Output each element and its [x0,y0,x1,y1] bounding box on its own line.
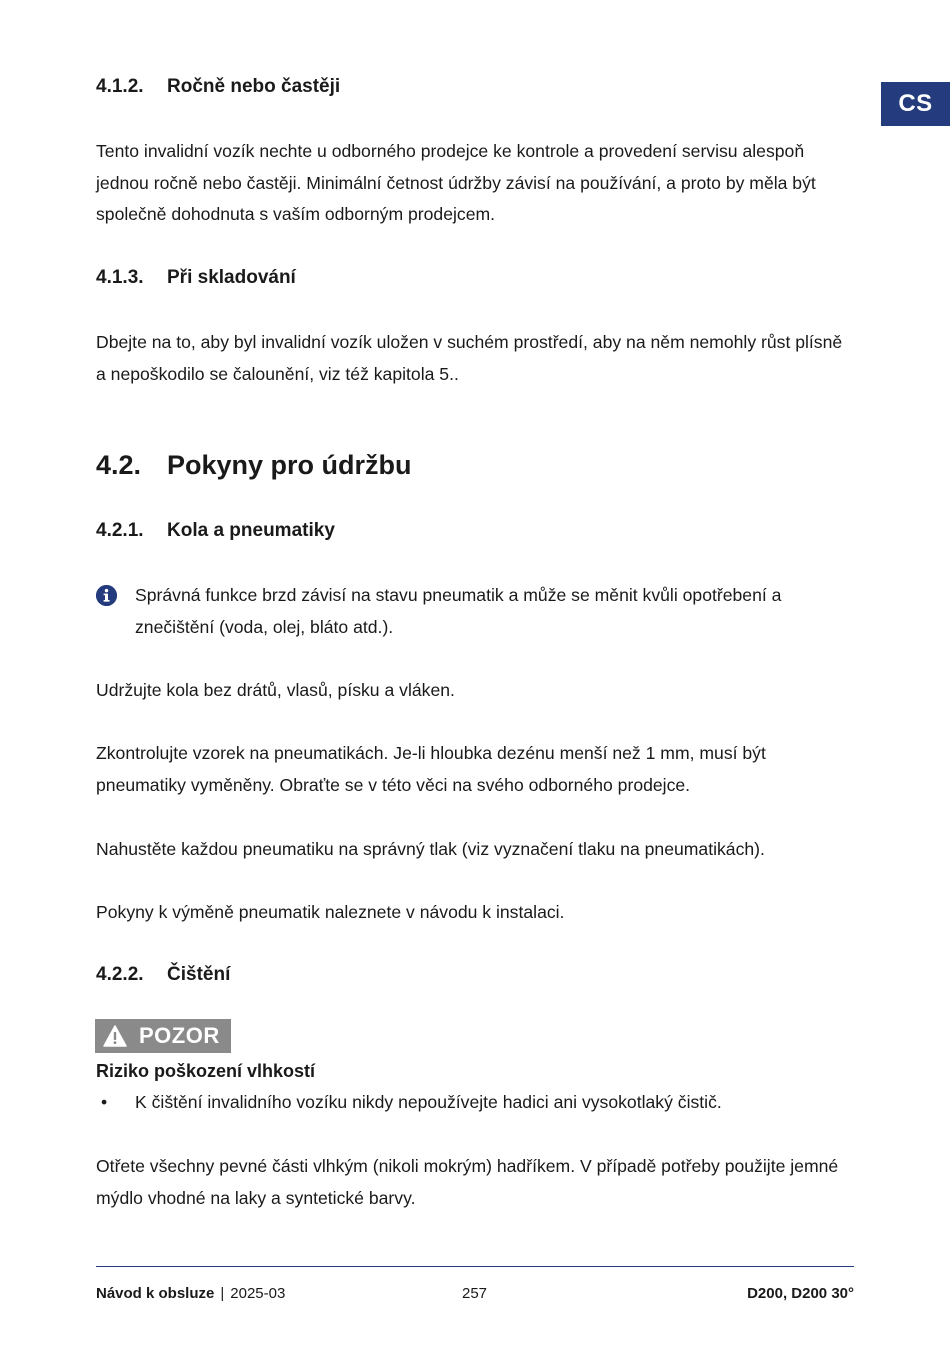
caution-text: POZOR [139,1023,220,1048]
paragraph-wheels-clean: Udržujte kola bez drátů, vlasů, písku a vláken. [96,680,455,700]
section-title: Čištění [167,964,231,985]
paragraph-tread-check: Zkontrolujte vzorek na pneumatikách. Je-li hloubka dezénu menší než 1 mm, musí být pneumatiky vyměněny. Obraťte se v této věci na svého odborného prodejce. [96,743,766,795]
warning-triangle-icon [103,1025,127,1047]
paragraph-storage: Dbejte na to, aby byl invalidní vozík uložen v suchém prostředí, aby na něm nemohly růst plísně a nepoškodilo se čalounění, viz též kapitola 5.. [96,332,843,384]
info-note-text: Správná funkce brzd závisí na stavu pneumatik a může se měnit kvůli opotřebení a znečištění (voda, olej, bláto atd.). [135,585,782,637]
info-note [96,580,856,643]
section-title: Kola a pneumatiky [167,520,335,541]
section-heading-4-1-2 [96,76,340,98]
page-number: 257 [462,1285,488,1302]
footer-divider [96,1266,854,1267]
section-number: 4.2.2. [96,964,144,985]
section-number: 4.1.3. [96,267,144,288]
section-title: Pokyny pro údržbu [167,450,412,480]
footer-doc-info [96,1284,285,1304]
section-number: 4.2. [96,450,142,480]
info-icon [96,585,117,606]
paragraph-cleaning: Otřete všechny pevné části vlhkým (nikoli mokrým) hadříkem. V případě potřeby použijte jemné mýdlo vhodné na laky a syntetické barvy. [96,1156,839,1208]
bullet-symbol: • [101,1092,108,1112]
section-heading-4-2-2 [96,964,230,986]
caution-title: Riziko poškození vlhkostí [96,1061,316,1081]
language-tab: CS [881,82,950,126]
caution-bullet-text: K čištění invalidního vozíku nikdy nepoužívejte hadici ani vysokotlaký čistič. [135,1092,722,1112]
paragraph-tyre-replacement: Pokyny k výměně pneumatik naleznete v návodu k instalaci. [96,902,565,922]
section-number: 4.1.2. [96,76,144,97]
section-title: Ročně nebo častěji [167,76,341,97]
footer-model: D200, D200 30° [747,1285,854,1302]
section-number: 4.2.1. [96,520,144,541]
footer-separator: | [220,1285,225,1302]
section-heading-4-1-3 [96,267,296,289]
footer-date: 2025-03 [230,1285,286,1302]
section-heading-4-2 [96,450,412,481]
caution-label [95,1019,231,1053]
paragraph-tyre-pressure: Nahustěte každou pneumatiku na správný tlak (viz vyznačení tlaku na pneumatikách). [96,839,765,859]
footer-doc-title: Návod k obsluze [96,1285,215,1302]
section-title: Při skladování [167,267,296,288]
caution-bullet [96,1087,722,1118]
paragraph-service-interval: Tento invalidní vozík nechte u odborného prodejce ke kontrole a provedení servisu alespoň jednou ročně nebo častěji. Minimální četnost údržby závisí na používání, a proto by měla být společně dohodnuta s vaším odborným prodejcem. [96,141,816,225]
section-heading-4-2-1 [96,520,335,542]
